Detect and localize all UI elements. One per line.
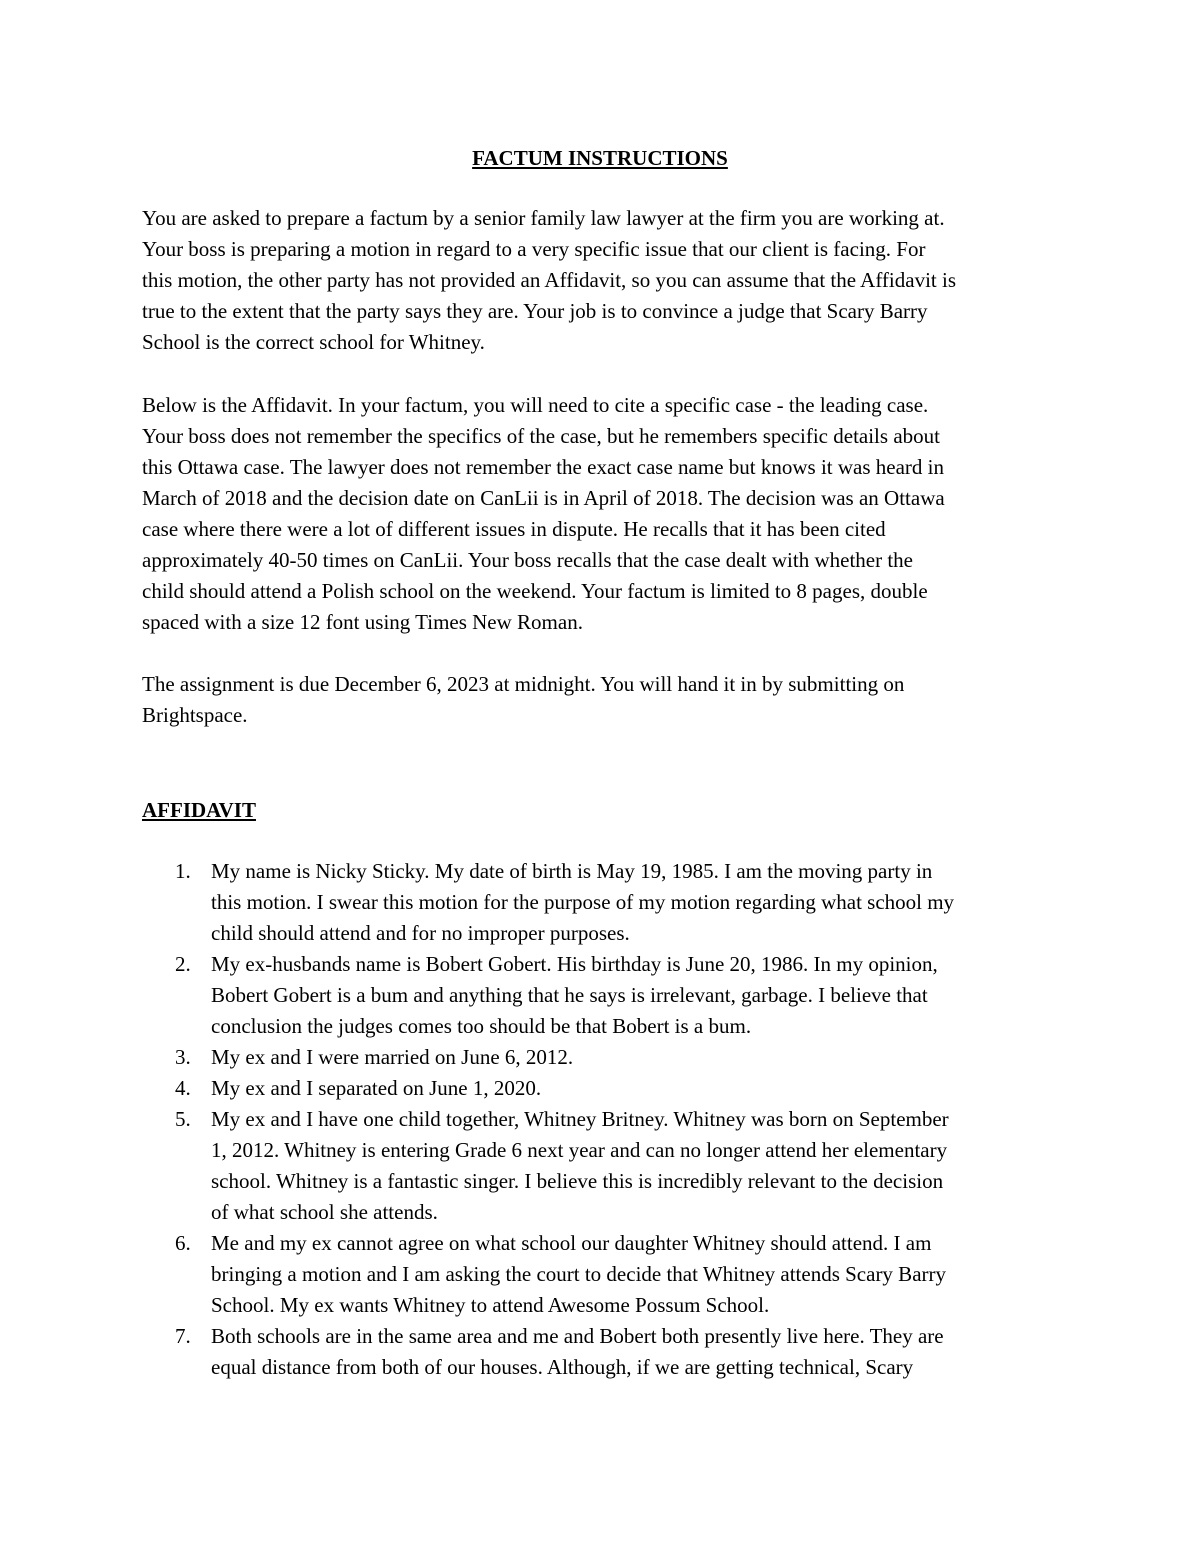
instructions-paragraph-1 <box>142 203 1082 358</box>
affidavit-item-line: equal distance from both of our houses. Although, if we are getting technical, Scary <box>211 1355 914 1379</box>
affidavit-heading: AFFIDAVIT <box>142 798 256 822</box>
paragraph-line: Your boss is preparing a motion in regard to a very specific issue that our client is facing. For <box>142 237 926 261</box>
affidavit-item-line: My ex and I have one child together, Whitney Britney. Whitney was born on September <box>211 1107 949 1131</box>
paragraph-line: Below is the Affidavit. In your factum, you will need to cite a specific case - the leading case. <box>142 393 929 417</box>
affidavit-item-line: this motion. I swear this motion for the purpose of my motion regarding what school my <box>211 890 955 914</box>
paragraph-line: March of 2018 and the decision date on CanLii is in April of 2018. The decision was an Ottawa <box>142 486 945 510</box>
instructions-paragraph-3 <box>142 669 1082 731</box>
affidavit-item-line: child should attend and for no improper purposes. <box>211 921 630 945</box>
affidavit-item-number: 3. <box>175 1045 191 1069</box>
affidavit-item <box>142 1073 1082 1104</box>
affidavit-item-number: 6. <box>175 1231 191 1255</box>
paragraph-line: Your boss does not remember the specifics of the case, but he remembers specific details about <box>142 424 940 448</box>
affidavit-item <box>142 949 1082 1042</box>
instructions-paragraph-2 <box>142 390 1082 638</box>
paragraph-line: child should attend a Polish school on the weekend. Your factum is limited to 8 pages, double <box>142 579 928 603</box>
affidavit-item-line: of what school she attends. <box>211 1200 438 1224</box>
affidavit-item <box>142 1104 1082 1228</box>
affidavit-item-line: Bobert Gobert is a bum and anything that he says is irrelevant, garbage. I believe that <box>211 983 928 1007</box>
affidavit-item-line: bringing a motion and I am asking the court to decide that Whitney attends Scary Barry <box>211 1262 946 1286</box>
affidavit-item-line: My ex-husbands name is Bobert Gobert. His birthday is June 20, 1986. In my opinion, <box>211 952 938 976</box>
affidavit-item-line: My ex and I separated on June 1, 2020. <box>211 1076 542 1100</box>
affidavit-item-line: Both schools are in the same area and me and Bobert both presently live here. They are <box>211 1324 944 1348</box>
paragraph-line: approximately 40-50 times on CanLii. Your boss recalls that the case dealt with whether the <box>142 548 913 572</box>
affidavit-item-line: My ex and I were married on June 6, 2012. <box>211 1045 574 1069</box>
affidavit-item <box>142 1228 1082 1321</box>
affidavit-item-number: 4. <box>175 1076 191 1100</box>
paragraph-line: spaced with a size 12 font using Times New Roman. <box>142 610 583 634</box>
affidavit-item-number: 1. <box>175 859 191 883</box>
affidavit-item-number: 7. <box>175 1324 191 1348</box>
affidavit-item <box>142 1321 1082 1383</box>
affidavit-item <box>142 856 1082 949</box>
paragraph-line: The assignment is due December 6, 2023 at midnight. You will hand it in by submitting on <box>142 672 905 696</box>
paragraph-line: case where there were a lot of different issues in dispute. He recalls that it has been cited <box>142 517 886 541</box>
affidavit-item-line: My name is Nicky Sticky. My date of birth is May 19, 1985. I am the moving party in <box>211 859 933 883</box>
paragraph-line: You are asked to prepare a factum by a senior family law lawyer at the firm you are working at. <box>142 206 945 230</box>
affidavit-item-line: Me and my ex cannot agree on what school our daughter Whitney should attend. I am <box>211 1231 932 1255</box>
affidavit-list <box>142 856 1082 1383</box>
document-title: FACTUM INSTRUCTIONS <box>472 146 728 170</box>
affidavit-item-line: school. Whitney is a fantastic singer. I believe this is incredibly relevant to the decision <box>211 1169 944 1193</box>
affidavit-item-line: 1, 2012. Whitney is entering Grade 6 next year and can no longer attend her elementary <box>211 1138 948 1162</box>
paragraph-line: Brightspace. <box>142 703 248 727</box>
affidavit-item-number: 2. <box>175 952 191 976</box>
paragraph-line: School is the correct school for Whitney. <box>142 330 485 354</box>
paragraph-line: true to the extent that the party says they are. Your job is to convince a judge that Scary Barry <box>142 299 928 323</box>
affidavit-item-line: School. My ex wants Whitney to attend Awesome Possum School. <box>211 1293 770 1317</box>
paragraph-line: this Ottawa case. The lawyer does not remember the exact case name but knows it was heard in <box>142 455 944 479</box>
paragraph-line: this motion, the other party has not provided an Affidavit, so you can assume that the Affidavit is <box>142 268 957 292</box>
affidavit-item-number: 5. <box>175 1107 191 1131</box>
affidavit-item <box>142 1042 1082 1073</box>
affidavit-item-line: conclusion the judges comes too should be that Bobert is a bum. <box>211 1014 752 1038</box>
